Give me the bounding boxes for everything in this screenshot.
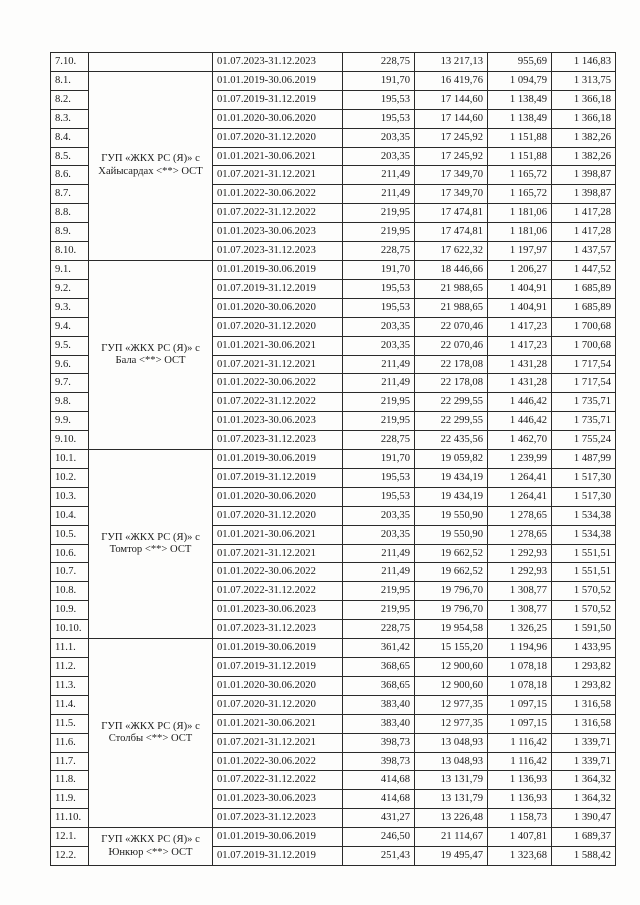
- value-cell-4: 1 417,28: [552, 204, 616, 223]
- period-cell: 01.01.2019-30.06.2019: [213, 639, 343, 658]
- table-row: [51, 450, 616, 469]
- value-cell-3: 1 431,28: [488, 355, 552, 374]
- period-cell: 01.07.2022-31.12.2022: [213, 393, 343, 412]
- value-cell-4: 1 382,26: [552, 128, 616, 147]
- value-cell-4: 1 588,42: [552, 847, 616, 866]
- value-cell-2: 12 900,60: [415, 676, 488, 695]
- period-cell: 01.07.2023-31.12.2023: [213, 620, 343, 639]
- value-cell-2: 19 550,90: [415, 525, 488, 544]
- value-cell-3: 1 308,77: [488, 601, 552, 620]
- period-cell: 01.07.2022-31.12.2022: [213, 582, 343, 601]
- value-cell-3: 1 417,23: [488, 336, 552, 355]
- value-cell-1: 228,75: [343, 431, 415, 450]
- value-cell-1: 368,65: [343, 658, 415, 677]
- value-cell-1: 211,49: [343, 563, 415, 582]
- value-cell-2: 19 059,82: [415, 450, 488, 469]
- row-number: 11.1.: [51, 639, 89, 658]
- value-cell-4: 1 364,32: [552, 790, 616, 809]
- row-number: 11.7.: [51, 752, 89, 771]
- table-row: [51, 53, 616, 72]
- period-cell: 01.01.2022-30.06.2022: [213, 563, 343, 582]
- row-number: 9.10.: [51, 431, 89, 450]
- row-number: 10.2.: [51, 468, 89, 487]
- value-cell-2: 13 217,13: [415, 53, 488, 72]
- value-cell-3: 1 239,99: [488, 450, 552, 469]
- value-cell-2: 19 796,70: [415, 582, 488, 601]
- value-cell-3: 1 197,97: [488, 242, 552, 261]
- row-number: 12.1.: [51, 828, 89, 847]
- row-number: 8.7.: [51, 185, 89, 204]
- value-cell-3: 1 151,88: [488, 128, 552, 147]
- value-cell-4: 1 534,38: [552, 525, 616, 544]
- value-cell-2: 22 435,56: [415, 431, 488, 450]
- organization-cell: ГУП «ЖКХ РС (Я)» с Томтор <**> ОСТ: [89, 450, 213, 639]
- period-cell: 01.07.2022-31.12.2022: [213, 204, 343, 223]
- value-cell-4: 1 685,89: [552, 279, 616, 298]
- organization-cell: ГУП «ЖКХ РС (Я)» с Хайысардах <**> ОСТ: [89, 71, 213, 260]
- value-cell-4: 1 700,68: [552, 336, 616, 355]
- value-cell-4: 1 717,54: [552, 355, 616, 374]
- value-cell-3: 1 138,49: [488, 90, 552, 109]
- value-cell-2: 17 474,81: [415, 204, 488, 223]
- value-cell-4: 1 313,75: [552, 71, 616, 90]
- value-cell-4: 1 487,99: [552, 450, 616, 469]
- row-number: 10.3.: [51, 487, 89, 506]
- value-cell-4: 1 293,82: [552, 658, 616, 677]
- value-cell-3: 1 446,42: [488, 393, 552, 412]
- value-cell-1: 211,49: [343, 185, 415, 204]
- value-cell-2: 22 178,08: [415, 374, 488, 393]
- value-cell-1: 228,75: [343, 53, 415, 72]
- value-cell-4: 1 570,52: [552, 582, 616, 601]
- row-number: 9.9.: [51, 412, 89, 431]
- row-number: 10.4.: [51, 506, 89, 525]
- value-cell-3: 1 264,41: [488, 487, 552, 506]
- value-cell-1: 195,53: [343, 487, 415, 506]
- value-cell-1: 431,27: [343, 809, 415, 828]
- row-number: 11.4.: [51, 695, 89, 714]
- value-cell-4: 1 735,71: [552, 393, 616, 412]
- value-cell-2: 19 662,52: [415, 563, 488, 582]
- period-cell: 01.01.2022-30.06.2022: [213, 752, 343, 771]
- period-cell: 01.01.2019-30.06.2019: [213, 450, 343, 469]
- value-cell-4: 1 755,24: [552, 431, 616, 450]
- value-cell-3: 1 194,96: [488, 639, 552, 658]
- period-cell: 01.07.2019-31.12.2019: [213, 90, 343, 109]
- value-cell-2: 12 900,60: [415, 658, 488, 677]
- period-cell: 01.07.2023-31.12.2023: [213, 242, 343, 261]
- value-cell-3: 1 323,68: [488, 847, 552, 866]
- period-cell: 01.07.2019-31.12.2019: [213, 847, 343, 866]
- value-cell-1: 219,95: [343, 204, 415, 223]
- value-cell-1: 398,73: [343, 752, 415, 771]
- period-cell: 01.07.2021-31.12.2021: [213, 733, 343, 752]
- value-cell-4: 1 570,52: [552, 601, 616, 620]
- period-cell: 01.01.2021-30.06.2021: [213, 147, 343, 166]
- period-cell: 01.07.2023-31.12.2023: [213, 431, 343, 450]
- value-cell-3: 1 292,93: [488, 544, 552, 563]
- row-number: 9.6.: [51, 355, 89, 374]
- value-cell-1: 219,95: [343, 223, 415, 242]
- value-cell-2: 22 070,46: [415, 336, 488, 355]
- organization-cell: ГУП «ЖКХ РС (Я)» с Столбы <**> ОСТ: [89, 639, 213, 828]
- value-cell-2: 22 178,08: [415, 355, 488, 374]
- value-cell-2: 19 434,19: [415, 468, 488, 487]
- value-cell-4: 1 591,50: [552, 620, 616, 639]
- period-cell: 01.01.2021-30.06.2021: [213, 336, 343, 355]
- value-cell-1: 203,35: [343, 128, 415, 147]
- period-cell: 01.01.2023-30.06.2023: [213, 601, 343, 620]
- period-cell: 01.01.2020-30.06.2020: [213, 109, 343, 128]
- value-cell-2: 13 048,93: [415, 733, 488, 752]
- row-number: 8.8.: [51, 204, 89, 223]
- row-number: 11.8.: [51, 771, 89, 790]
- value-cell-4: 1 551,51: [552, 563, 616, 582]
- value-cell-3: 1 094,79: [488, 71, 552, 90]
- value-cell-4: 1 146,83: [552, 53, 616, 72]
- value-cell-3: 1 292,93: [488, 563, 552, 582]
- row-number: 11.9.: [51, 790, 89, 809]
- row-number: 11.10.: [51, 809, 89, 828]
- value-cell-1: 195,53: [343, 90, 415, 109]
- value-cell-1: 383,40: [343, 695, 415, 714]
- period-cell: 01.01.2023-30.06.2023: [213, 790, 343, 809]
- row-number: 10.10.: [51, 620, 89, 639]
- value-cell-1: 211,49: [343, 374, 415, 393]
- row-number: 9.3.: [51, 298, 89, 317]
- value-cell-2: 21 114,67: [415, 828, 488, 847]
- value-cell-3: 1 404,91: [488, 298, 552, 317]
- row-number: 9.7.: [51, 374, 89, 393]
- value-cell-1: 203,35: [343, 147, 415, 166]
- row-number: 10.1.: [51, 450, 89, 469]
- table-row: [51, 828, 616, 847]
- value-cell-1: 383,40: [343, 714, 415, 733]
- row-number: 8.10.: [51, 242, 89, 261]
- value-cell-1: 398,73: [343, 733, 415, 752]
- value-cell-3: 1 097,15: [488, 695, 552, 714]
- row-number: 9.5.: [51, 336, 89, 355]
- value-cell-3: 1 165,72: [488, 166, 552, 185]
- value-cell-1: 203,35: [343, 336, 415, 355]
- value-cell-3: 1 181,06: [488, 223, 552, 242]
- period-cell: 01.01.2019-30.06.2019: [213, 828, 343, 847]
- tariff-table: [50, 52, 616, 866]
- table-row: [51, 71, 616, 90]
- value-cell-1: 246,50: [343, 828, 415, 847]
- row-number: 8.1.: [51, 71, 89, 90]
- value-cell-2: 17 245,92: [415, 128, 488, 147]
- period-cell: 01.07.2022-31.12.2022: [213, 771, 343, 790]
- period-cell: 01.01.2023-30.06.2023: [213, 223, 343, 242]
- row-number: 8.6.: [51, 166, 89, 185]
- value-cell-3: 1 404,91: [488, 279, 552, 298]
- value-cell-1: 203,35: [343, 317, 415, 336]
- value-cell-1: 195,53: [343, 109, 415, 128]
- value-cell-2: 17 349,70: [415, 166, 488, 185]
- value-cell-4: 1 685,89: [552, 298, 616, 317]
- period-cell: 01.07.2020-31.12.2020: [213, 506, 343, 525]
- value-cell-4: 1 437,57: [552, 242, 616, 261]
- value-cell-2: 17 622,32: [415, 242, 488, 261]
- row-number: 8.4.: [51, 128, 89, 147]
- period-cell: 01.07.2021-31.12.2021: [213, 166, 343, 185]
- value-cell-2: 22 299,55: [415, 412, 488, 431]
- row-number: 8.3.: [51, 109, 89, 128]
- period-cell: 01.01.2019-30.06.2019: [213, 71, 343, 90]
- value-cell-1: 228,75: [343, 620, 415, 639]
- value-cell-4: 1 447,52: [552, 260, 616, 279]
- period-cell: 01.01.2019-30.06.2019: [213, 260, 343, 279]
- value-cell-4: 1 339,71: [552, 733, 616, 752]
- row-number: 10.7.: [51, 563, 89, 582]
- value-cell-2: 17 144,60: [415, 90, 488, 109]
- value-cell-4: 1 717,54: [552, 374, 616, 393]
- organization-cell: [89, 53, 213, 72]
- value-cell-4: 1 551,51: [552, 544, 616, 563]
- period-cell: 01.01.2022-30.06.2022: [213, 374, 343, 393]
- value-cell-2: 12 977,35: [415, 695, 488, 714]
- value-cell-2: 17 144,60: [415, 109, 488, 128]
- value-cell-1: 203,35: [343, 525, 415, 544]
- value-cell-2: 19 954,58: [415, 620, 488, 639]
- period-cell: 01.01.2020-30.06.2020: [213, 676, 343, 695]
- row-number: 9.8.: [51, 393, 89, 412]
- value-cell-2: 19 662,52: [415, 544, 488, 563]
- period-cell: 01.07.2020-31.12.2020: [213, 317, 343, 336]
- value-cell-3: 1 136,93: [488, 790, 552, 809]
- row-number: 8.9.: [51, 223, 89, 242]
- value-cell-3: 1 431,28: [488, 374, 552, 393]
- value-cell-4: 1 339,71: [552, 752, 616, 771]
- value-cell-3: 1 278,65: [488, 506, 552, 525]
- period-cell: 01.07.2023-31.12.2023: [213, 53, 343, 72]
- value-cell-1: 368,65: [343, 676, 415, 695]
- value-cell-1: 203,35: [343, 506, 415, 525]
- value-cell-4: 1 382,26: [552, 147, 616, 166]
- value-cell-1: 414,68: [343, 790, 415, 809]
- organization-cell: ГУП «ЖКХ РС (Я)» с Юнкюр <**> ОСТ: [89, 828, 213, 866]
- value-cell-2: 21 988,65: [415, 279, 488, 298]
- value-cell-2: 17 245,92: [415, 147, 488, 166]
- value-cell-1: 191,70: [343, 71, 415, 90]
- value-cell-2: 22 070,46: [415, 317, 488, 336]
- period-cell: 01.07.2019-31.12.2019: [213, 279, 343, 298]
- value-cell-1: 211,49: [343, 166, 415, 185]
- value-cell-2: 19 796,70: [415, 601, 488, 620]
- value-cell-1: 211,49: [343, 355, 415, 374]
- period-cell: 01.01.2022-30.06.2022: [213, 185, 343, 204]
- row-number: 10.5.: [51, 525, 89, 544]
- value-cell-2: 12 977,35: [415, 714, 488, 733]
- value-cell-4: 1 534,38: [552, 506, 616, 525]
- value-cell-2: 19 495,47: [415, 847, 488, 866]
- value-cell-2: 13 131,79: [415, 790, 488, 809]
- row-number: 7.10.: [51, 53, 89, 72]
- row-number: 11.2.: [51, 658, 89, 677]
- value-cell-3: 1 138,49: [488, 109, 552, 128]
- value-cell-1: 414,68: [343, 771, 415, 790]
- value-cell-2: 21 988,65: [415, 298, 488, 317]
- value-cell-3: 1 181,06: [488, 204, 552, 223]
- value-cell-3: 1 407,81: [488, 828, 552, 847]
- period-cell: 01.01.2023-30.06.2023: [213, 412, 343, 431]
- value-cell-3: 1 308,77: [488, 582, 552, 601]
- value-cell-1: 195,53: [343, 298, 415, 317]
- period-cell: 01.01.2020-30.06.2020: [213, 298, 343, 317]
- value-cell-3: 1 151,88: [488, 147, 552, 166]
- table-row: [51, 639, 616, 658]
- value-cell-2: 22 299,55: [415, 393, 488, 412]
- value-cell-3: 1 136,93: [488, 771, 552, 790]
- row-number: 12.2.: [51, 847, 89, 866]
- value-cell-3: 1 078,18: [488, 658, 552, 677]
- row-number: 11.6.: [51, 733, 89, 752]
- row-number: 8.5.: [51, 147, 89, 166]
- period-cell: 01.07.2021-31.12.2021: [213, 355, 343, 374]
- period-cell: 01.07.2020-31.12.2020: [213, 128, 343, 147]
- value-cell-4: 1 417,28: [552, 223, 616, 242]
- value-cell-3: 1 278,65: [488, 525, 552, 544]
- value-cell-4: 1 398,87: [552, 185, 616, 204]
- value-cell-2: 13 131,79: [415, 771, 488, 790]
- row-number: 10.8.: [51, 582, 89, 601]
- value-cell-1: 195,53: [343, 468, 415, 487]
- value-cell-2: 19 550,90: [415, 506, 488, 525]
- value-cell-3: 1 417,23: [488, 317, 552, 336]
- value-cell-1: 219,95: [343, 412, 415, 431]
- row-number: 9.4.: [51, 317, 89, 336]
- value-cell-3: 1 078,18: [488, 676, 552, 695]
- value-cell-3: 1 165,72: [488, 185, 552, 204]
- value-cell-4: 1 517,30: [552, 487, 616, 506]
- row-number: 9.1.: [51, 260, 89, 279]
- value-cell-4: 1 735,71: [552, 412, 616, 431]
- value-cell-1: 361,42: [343, 639, 415, 658]
- value-cell-4: 1 366,18: [552, 109, 616, 128]
- period-cell: 01.07.2023-31.12.2023: [213, 809, 343, 828]
- organization-cell: ГУП «ЖКХ РС (Я)» с Бала <**> ОСТ: [89, 260, 213, 449]
- value-cell-1: 219,95: [343, 601, 415, 620]
- value-cell-4: 1 366,18: [552, 90, 616, 109]
- row-number: 8.2.: [51, 90, 89, 109]
- value-cell-3: 955,69: [488, 53, 552, 72]
- period-cell: 01.07.2019-31.12.2019: [213, 468, 343, 487]
- period-cell: 01.07.2020-31.12.2020: [213, 695, 343, 714]
- period-cell: 01.01.2021-30.06.2021: [213, 525, 343, 544]
- row-number: 11.5.: [51, 714, 89, 733]
- row-number: 10.9.: [51, 601, 89, 620]
- value-cell-3: 1 116,42: [488, 733, 552, 752]
- value-cell-4: 1 316,58: [552, 695, 616, 714]
- row-number: 11.3.: [51, 676, 89, 695]
- value-cell-1: 191,70: [343, 450, 415, 469]
- value-cell-3: 1 462,70: [488, 431, 552, 450]
- value-cell-2: 13 048,93: [415, 752, 488, 771]
- row-number: 9.2.: [51, 279, 89, 298]
- value-cell-4: 1 433,95: [552, 639, 616, 658]
- value-cell-2: 17 474,81: [415, 223, 488, 242]
- document-page: [50, 52, 615, 866]
- value-cell-2: 15 155,20: [415, 639, 488, 658]
- row-number: 10.6.: [51, 544, 89, 563]
- value-cell-1: 219,95: [343, 393, 415, 412]
- value-cell-1: 251,43: [343, 847, 415, 866]
- period-cell: 01.01.2020-30.06.2020: [213, 487, 343, 506]
- tariff-table-body: [51, 53, 616, 866]
- value-cell-2: 16 419,76: [415, 71, 488, 90]
- period-cell: 01.07.2019-31.12.2019: [213, 658, 343, 677]
- value-cell-2: 17 349,70: [415, 185, 488, 204]
- value-cell-4: 1 316,58: [552, 714, 616, 733]
- value-cell-3: 1 446,42: [488, 412, 552, 431]
- value-cell-3: 1 326,25: [488, 620, 552, 639]
- value-cell-3: 1 116,42: [488, 752, 552, 771]
- value-cell-1: 228,75: [343, 242, 415, 261]
- value-cell-2: 19 434,19: [415, 487, 488, 506]
- value-cell-2: 13 226,48: [415, 809, 488, 828]
- value-cell-1: 191,70: [343, 260, 415, 279]
- value-cell-3: 1 158,73: [488, 809, 552, 828]
- value-cell-3: 1 206,27: [488, 260, 552, 279]
- value-cell-4: 1 398,87: [552, 166, 616, 185]
- value-cell-4: 1 364,32: [552, 771, 616, 790]
- period-cell: 01.01.2021-30.06.2021: [213, 714, 343, 733]
- value-cell-1: 211,49: [343, 544, 415, 563]
- value-cell-1: 219,95: [343, 582, 415, 601]
- value-cell-4: 1 517,30: [552, 468, 616, 487]
- value-cell-2: 18 446,66: [415, 260, 488, 279]
- value-cell-3: 1 264,41: [488, 468, 552, 487]
- value-cell-3: 1 097,15: [488, 714, 552, 733]
- value-cell-4: 1 689,37: [552, 828, 616, 847]
- period-cell: 01.07.2021-31.12.2021: [213, 544, 343, 563]
- value-cell-4: 1 390,47: [552, 809, 616, 828]
- value-cell-4: 1 293,82: [552, 676, 616, 695]
- table-row: [51, 260, 616, 279]
- value-cell-4: 1 700,68: [552, 317, 616, 336]
- value-cell-1: 195,53: [343, 279, 415, 298]
